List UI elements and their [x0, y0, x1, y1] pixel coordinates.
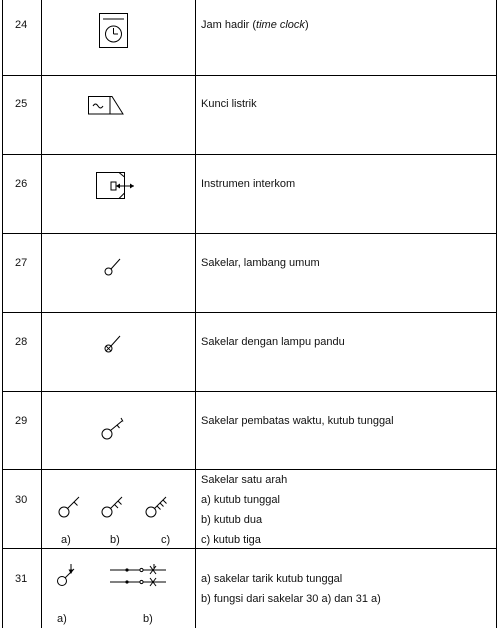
- intercom-icon: [96, 172, 136, 202]
- row-divider: [2, 233, 497, 234]
- row-description-item: a) sakelar tarik kutub tunggal: [201, 573, 343, 585]
- row-number: 25: [15, 98, 28, 110]
- sub-label: b): [143, 613, 153, 625]
- row-number: 29: [15, 415, 28, 427]
- double-pole-switch-icon: [101, 494, 127, 520]
- sub-label: a): [61, 534, 71, 546]
- row-description: Sakelar pembatas waktu, kutub tunggal: [201, 415, 394, 427]
- row-description: Sakelar, lambang umum: [201, 257, 320, 269]
- row-description-title: Sakelar satu arah: [201, 474, 288, 486]
- sub-label: b): [110, 534, 120, 546]
- row-description-item: b) kutub dua: [201, 514, 263, 526]
- table-border-right: [496, 0, 497, 628]
- row-description: Instrumen interkom: [201, 178, 296, 190]
- switch-pilot-lamp-icon: [104, 334, 124, 354]
- row-description-item: c) kutub tiga: [201, 534, 261, 546]
- row-description-item: a) kutub tunggal: [201, 494, 280, 506]
- sub-label: a): [57, 613, 67, 625]
- row-divider: [2, 154, 497, 155]
- column-divider-1: [41, 0, 42, 628]
- single-pole-switch-icon: [58, 494, 84, 520]
- switch-general-icon: [104, 257, 124, 277]
- row-number: 31: [15, 573, 28, 585]
- row-description-item: b) fungsi dari sakelar 30 a) dan 31 a): [201, 593, 381, 605]
- electric-lock-icon: [88, 96, 126, 116]
- switch-function-diagram-icon: [110, 564, 168, 586]
- column-divider-2: [195, 0, 196, 628]
- row-divider: [2, 75, 497, 76]
- row-divider: [2, 548, 497, 549]
- row-description: Jam hadir (time clock): [201, 19, 309, 31]
- pull-switch-icon: [56, 563, 80, 589]
- row-description: Sakelar dengan lampu pandu: [201, 336, 345, 348]
- row-number: 26: [15, 178, 28, 190]
- row-number: 24: [15, 19, 28, 31]
- row-number: 27: [15, 257, 28, 269]
- sub-label: c): [161, 534, 171, 546]
- row-divider: [2, 391, 497, 392]
- row-divider: [2, 312, 497, 313]
- row-description: Kunci listrik: [201, 98, 257, 110]
- time-clock-icon: [99, 13, 129, 51]
- triple-pole-switch-icon: [145, 494, 171, 520]
- time-limit-switch-icon: [101, 418, 131, 442]
- row-divider: [2, 469, 497, 470]
- table-border-left: [2, 0, 3, 628]
- row-number: 28: [15, 336, 28, 348]
- row-number: 30: [15, 494, 28, 506]
